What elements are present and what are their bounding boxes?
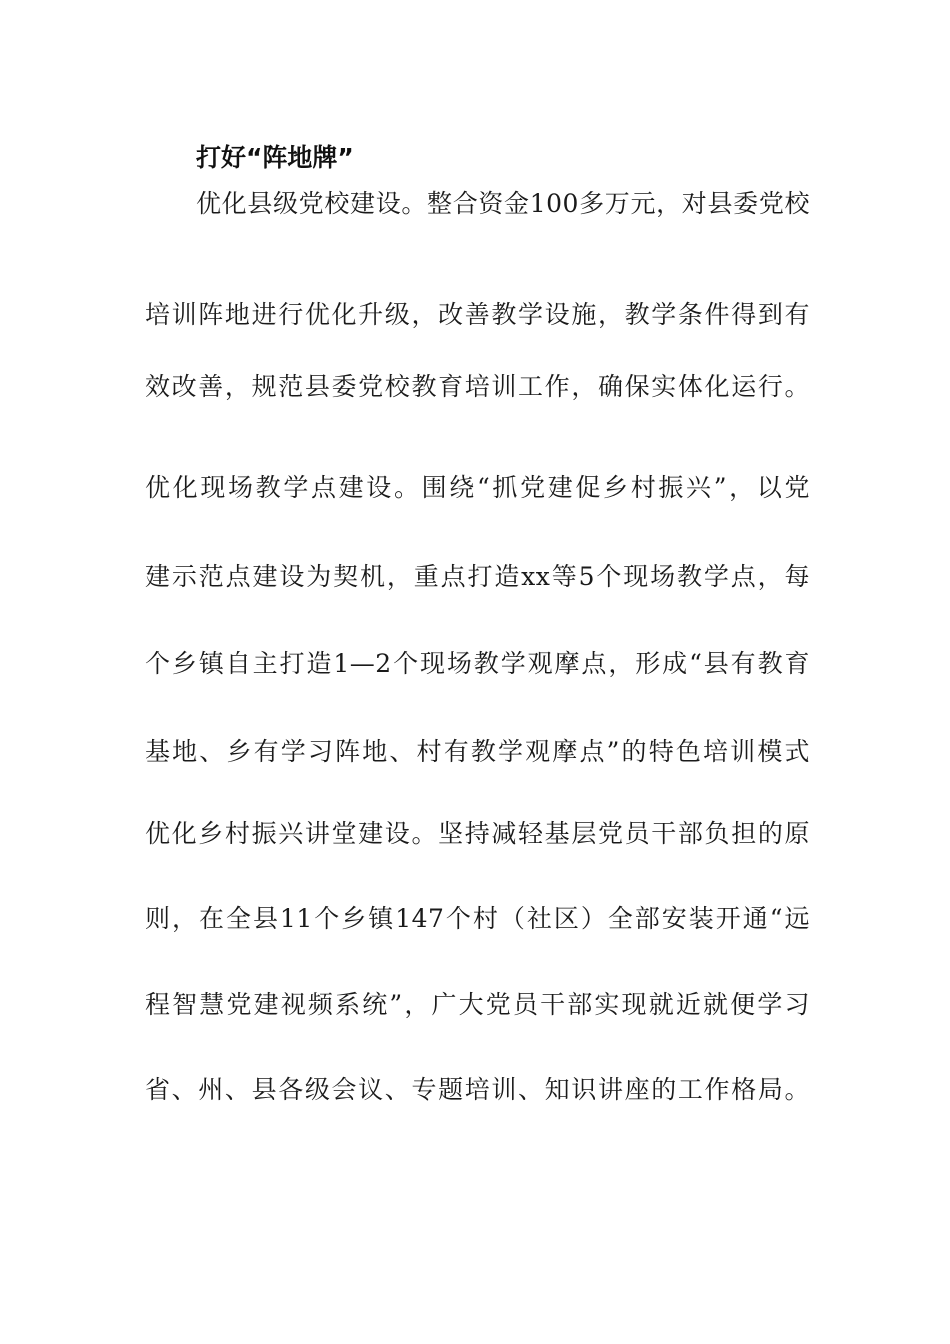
paragraph-line: 建示范点建设为契机，重点打造xx等5个现场教学点，每 <box>145 562 810 591</box>
paragraph-line: 个乡镇自主打造1—2个现场教学观摩点，形成“县有教育 <box>145 649 810 678</box>
paragraph-line: 效改善，规范县委党校教育培训工作，确保实体化运行。 <box>145 372 810 401</box>
paragraph-line: 基地、乡有学习阵地、村有教学观摩点”的特色培训模式 <box>145 737 810 766</box>
paragraph-line: 则，在全县11个乡镇147个村（社区）全部安装开通“远 <box>145 904 810 933</box>
paragraph-line: 省、州、县各级会议、专题培训、知识讲座的工作格局。 <box>145 1075 810 1104</box>
paragraph-line: 优化乡村振兴讲堂建设。坚持减轻基层党员干部负担的原 <box>145 819 810 848</box>
paragraph-line: 优化县级党校建设。整合资金100多万元，对县委党校 <box>196 189 810 218</box>
paragraph-line: 程智慧党建视频系统”，广大党员干部实现就近就便学习 <box>145 990 810 1019</box>
paragraph-line: 优化现场教学点建设。围绕“抓党建促乡村振兴”，以党 <box>145 473 810 502</box>
section-heading: 打好“阵地牌” <box>196 143 354 172</box>
paragraph-line: 培训阵地进行优化升级，改善教学设施，教学条件得到有 <box>145 300 810 329</box>
